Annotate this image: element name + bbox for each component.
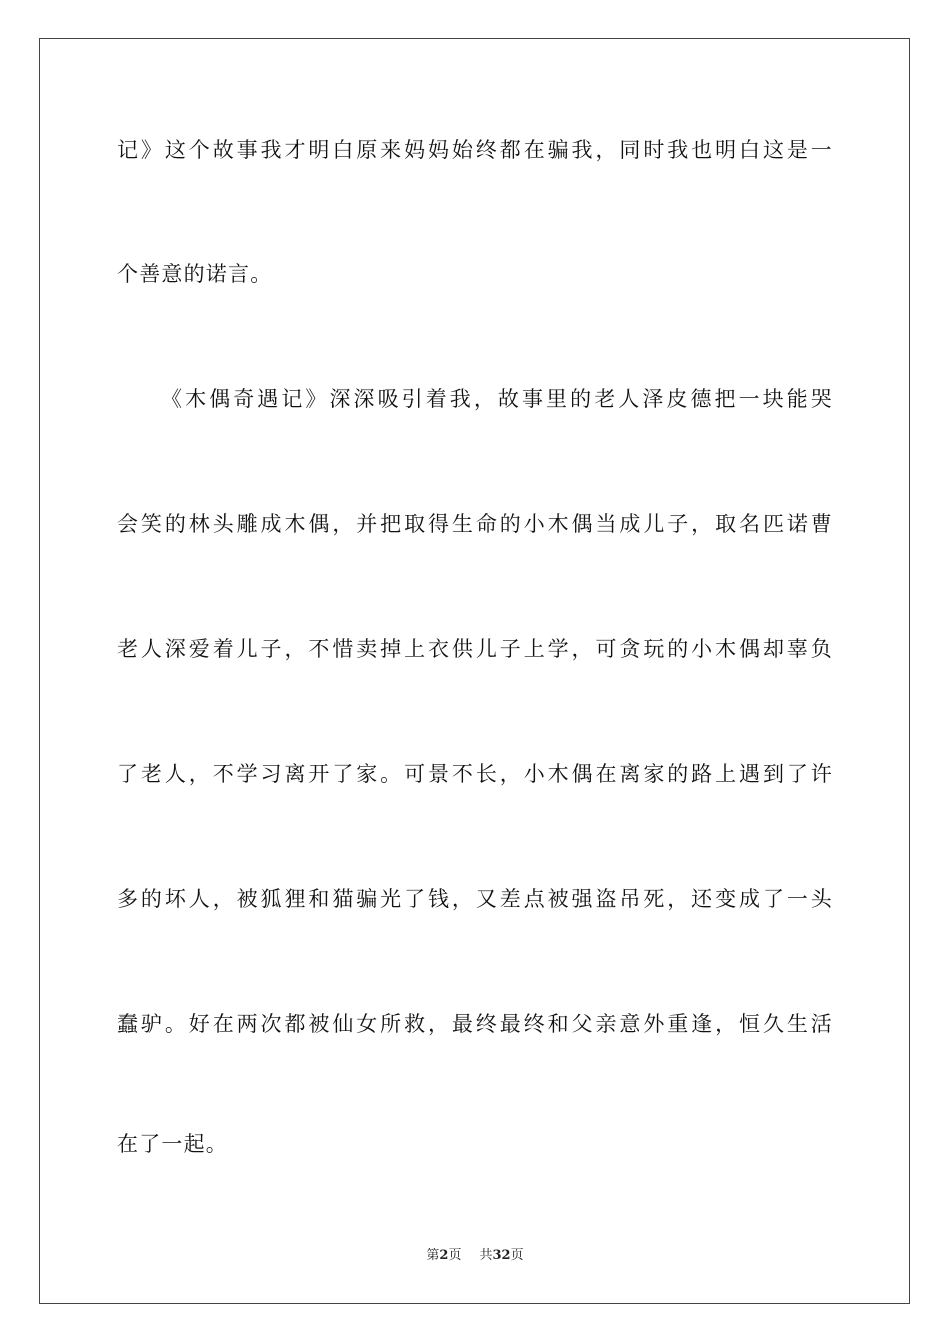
text-line-7: 多的坏人，被狐狸和猫骗光了钱，又差点被强盗吊死，还变成了一头	[117, 887, 833, 911]
page-number: 2	[439, 1248, 449, 1263]
total-prefix: 共	[479, 1248, 493, 1263]
text-line-9: 在了一起。	[117, 1132, 228, 1156]
page-prefix: 第	[426, 1248, 440, 1263]
page-border	[39, 38, 910, 1304]
text-line-4: 会笑的林头雕成木偶，并把取得生命的小木偶当成儿子，取名匹诺曹	[117, 512, 833, 536]
page-suffix: 页	[448, 1248, 462, 1263]
page-footer	[0, 1244, 950, 1268]
text-line-6: 了老人，不学习离开了家。可景不长，小木偶在离家的路上遇到了许	[117, 762, 833, 786]
text-line-8: 蠢驴。好在两次都被仙女所救，最终最终和父亲意外重逢，恒久生活	[117, 1012, 833, 1036]
total-suffix: 页	[510, 1248, 524, 1263]
text-line-5: 老人深爱着儿子，不惜卖掉上衣供儿子上学，可贪玩的小木偶却辜负	[117, 637, 833, 661]
text-line-1: 记》这个故事我才明白原来妈妈始终都在骗我，同时我也明白这是一	[117, 138, 833, 162]
text-line-2: 个善意的诺言。	[117, 262, 273, 286]
text-line-3: 《木偶奇遇记》深深吸引着我，故事里的老人泽皮德把一块能哭	[161, 387, 833, 411]
total-pages: 32	[492, 1248, 511, 1263]
